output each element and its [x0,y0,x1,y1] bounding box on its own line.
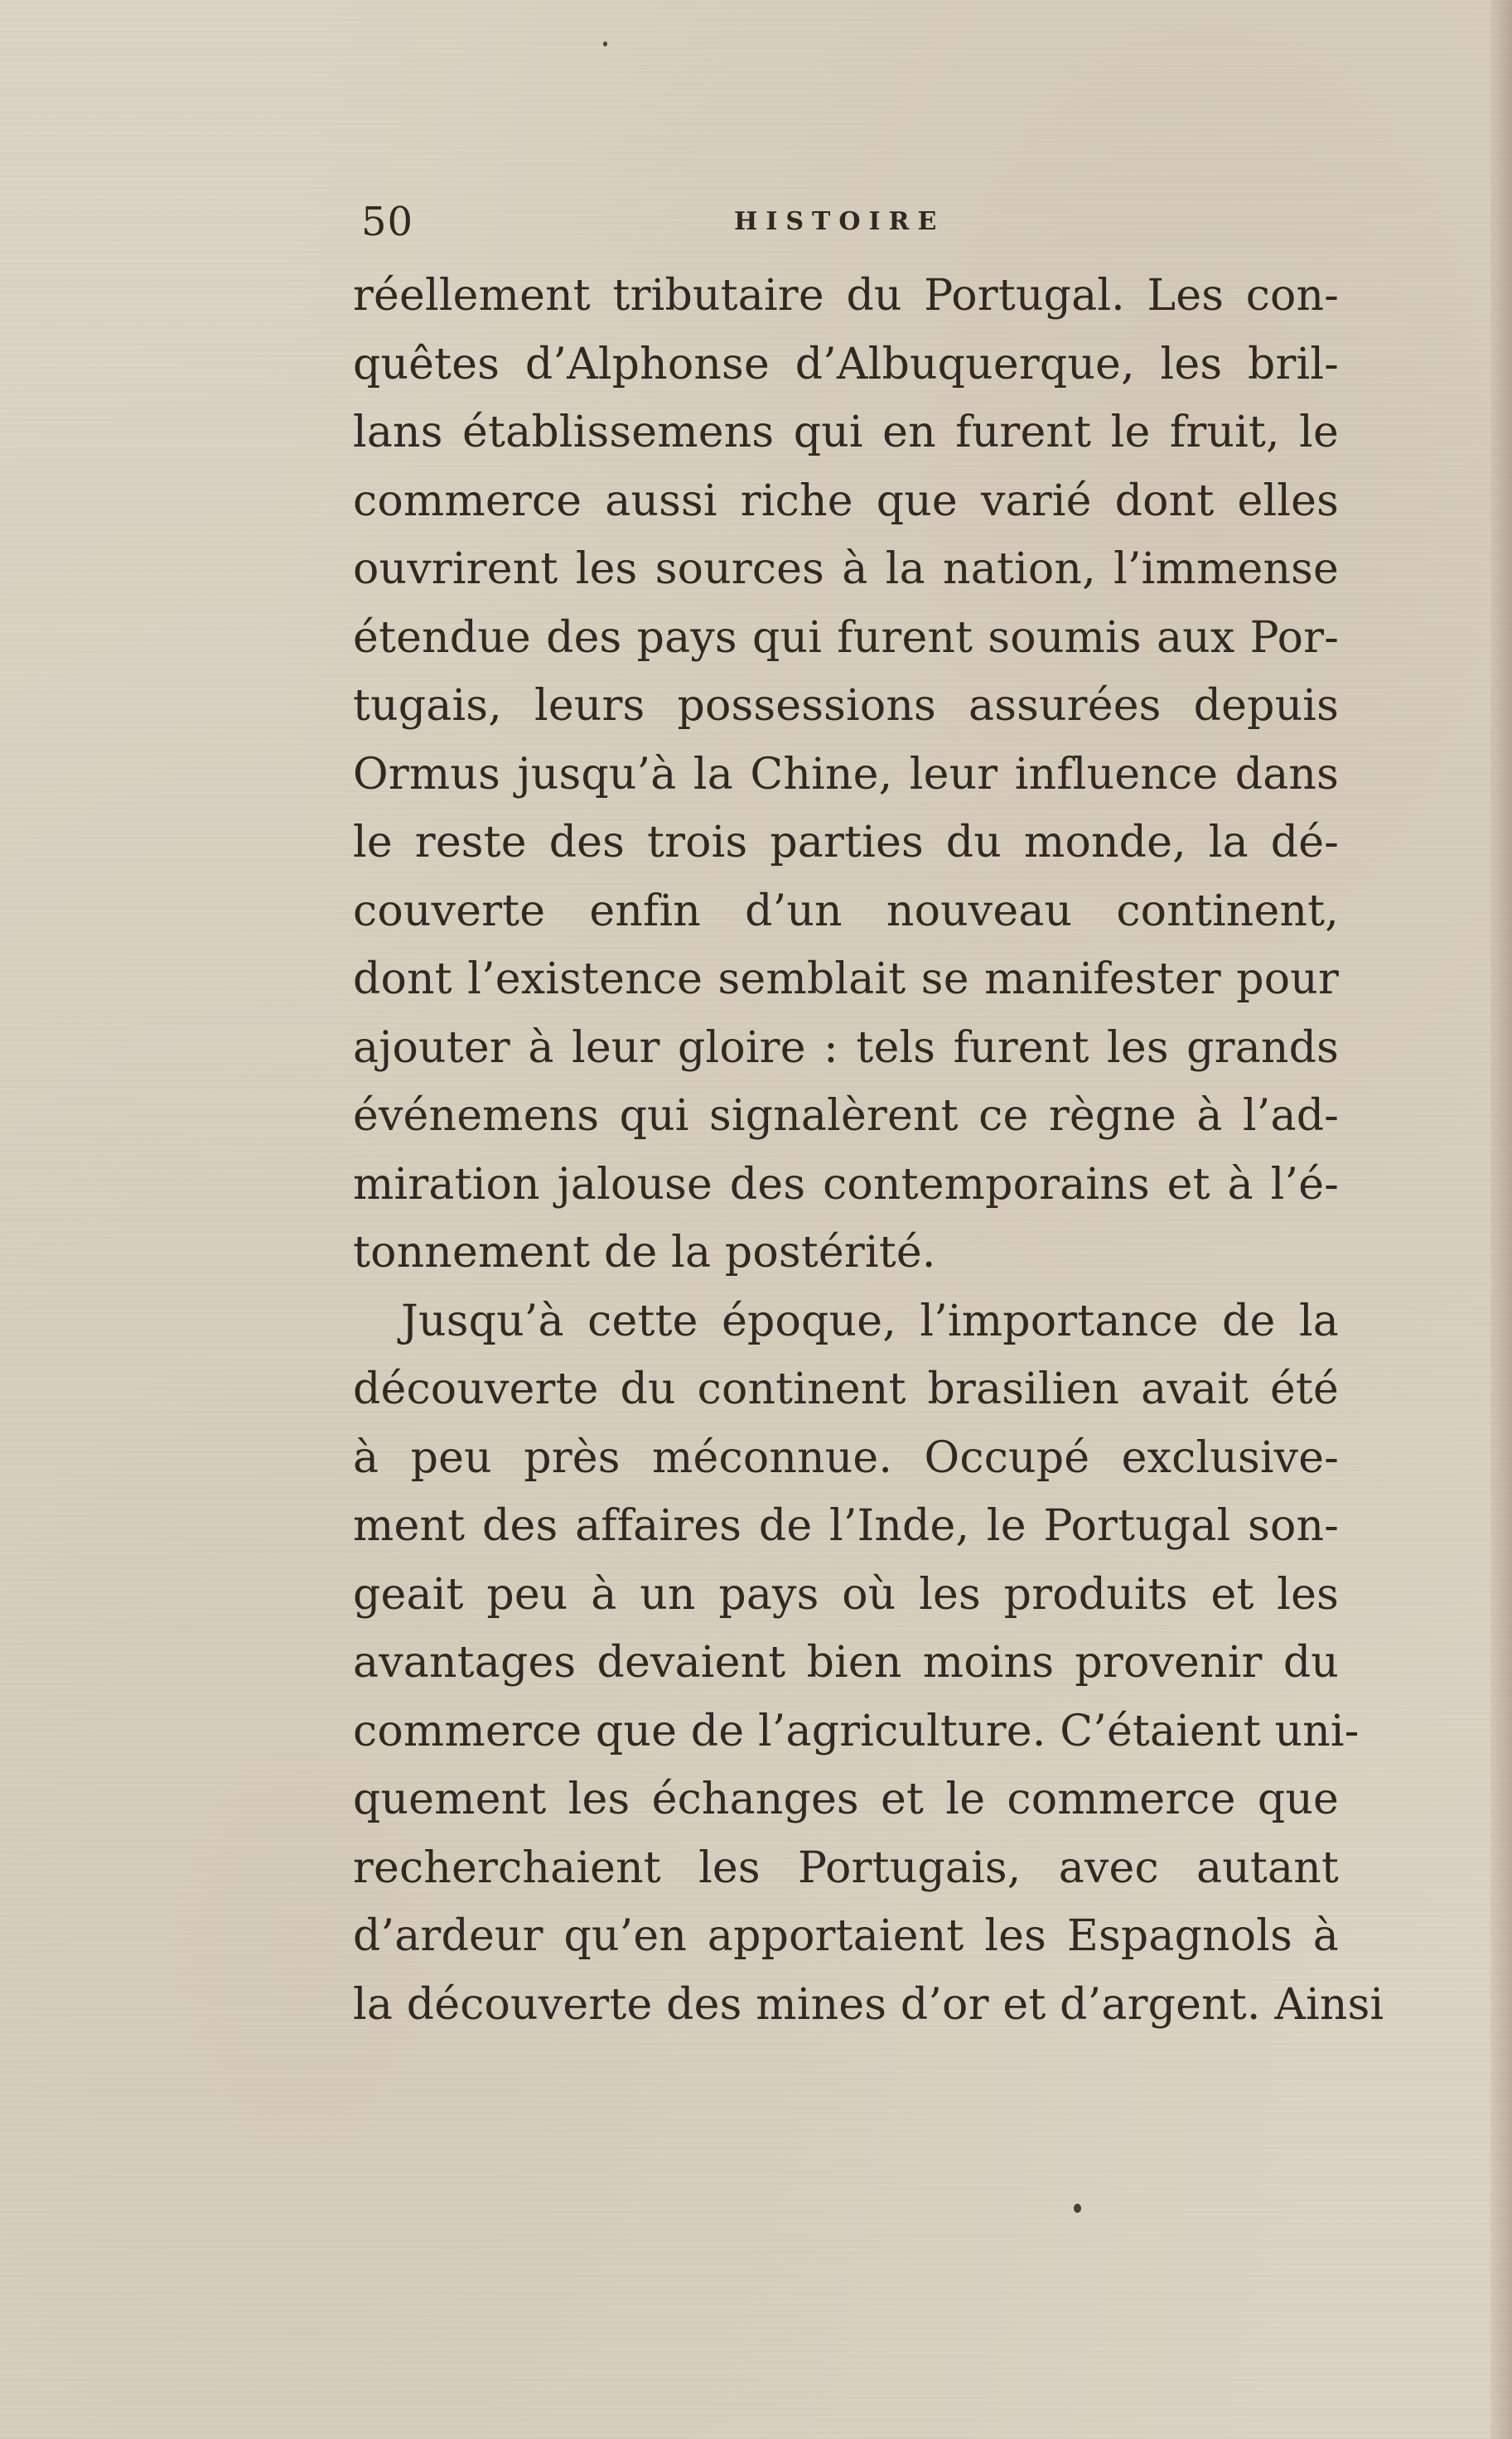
text-line: étendue des pays qui furent soumis aux Por- [353,612,1339,663]
ink-speck [603,41,607,46]
text-line: événemens qui signalèrent ce règne à l’ad- [353,1091,1339,1141]
page-edge-shadow [1490,0,1512,2439]
running-head [361,197,1331,255]
text-line: avantages devaient bien moins provenir du [353,1638,1339,1688]
text-line: ouvrirent les sources à la nation, l’immense [353,544,1339,594]
text-line: couverte enfin d’un nouveau continent, [353,886,1339,936]
text-line: commerce que de l’agriculture. C’étaient uni- [353,1706,1360,1756]
text-line: la découverte des mines d’or et d’argent. Ainsi [353,1979,1384,2030]
text-line: découverte du continent brasilien avait été [353,1364,1339,1414]
text-line: d’ardeur qu’en apportaient les Espagnols à [353,1911,1339,1961]
text-line: dont l’existence semblait se manifester pour [353,954,1339,1004]
running-title: HISTOIRE [734,207,945,236]
text-line: commerce aussi riche que varié dont elles [353,476,1339,526]
text-line: miration jalouse des contemporains et à l’é- [353,1159,1339,1210]
text-line: tugais, leurs possessions assurées depuis [353,681,1339,731]
text-line: à peu près méconnue. Occupé exclusive- [353,1432,1339,1483]
text-line: le reste des trois parties du monde, la dé- [353,818,1339,867]
text-line: Ormus jusqu’à la Chine, leur influence dans [353,749,1339,799]
text-line: réellement tributaire du Portugal. Les con- [353,271,1339,321]
page-number: 50 [361,199,414,245]
text-line: quement les échanges et le commerce que [353,1775,1339,1824]
text-line: recherchaient les Portugais, avec autant [353,1843,1339,1893]
text-line: ajouter à leur gloire : tels furent les grands [353,1022,1339,1073]
text-line: geait peu à un pays où les produits et les [353,1569,1339,1620]
ink-speck [1074,2204,1081,2213]
text-line: quêtes d’Alphonse d’Albuquerque, les bril- [353,339,1339,389]
paragraph-start-line: Jusqu’à cette époque, l’importance de la [401,1296,1339,1346]
body-text [353,262,1384,2039]
text-line: lans établissemens qui en furent le fruit, le [353,408,1339,457]
paragraph-end-line: tonnement de la postérité. [353,1228,936,1277]
text-line: ment des affaires de l’Inde, le Portugal son- [353,1501,1339,1551]
